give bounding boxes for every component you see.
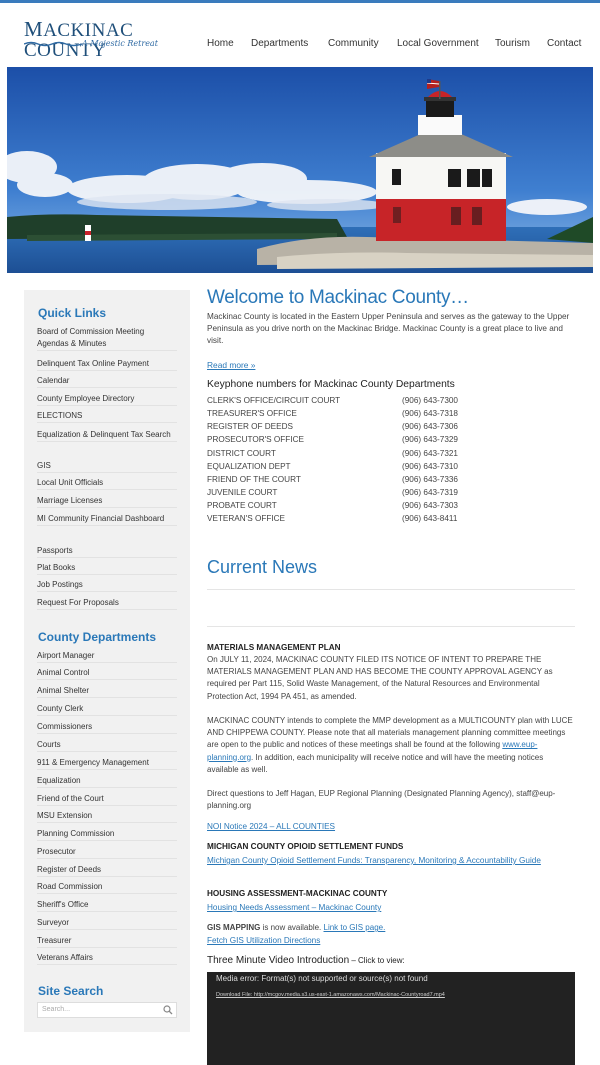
nav-contact[interactable]: Contact xyxy=(547,38,582,49)
keyphone-number: (906) 643-8411 xyxy=(402,514,458,523)
mmp-paragraph-1: On JULY 11, 2024, MACKINAC COUNTY FILED ITS NOTICE OF INTENT TO PREPARE THE MATERIALS MANAGEMENT PLAN AND HAS BECOME THE COUNTY APPROVAL AGENCY as required per Part 115, Solid Waste Management, of the Natural Resources and Environmental Protection Act, 1994 PA 451, as amended. xyxy=(207,655,553,701)
dept-emergency-management[interactable]: 911 & Emergency Management xyxy=(37,757,177,770)
quick-link-rfp[interactable]: Request For Proposals xyxy=(37,597,177,610)
nav-community[interactable]: Community xyxy=(328,38,379,49)
video-download-link[interactable]: Download File: http://mcgov.media.s3.us-east-1.amazonaws.com/Mackinac-Countyroad7.mp4 xyxy=(216,992,445,998)
dept-treasurer[interactable]: Treasurer xyxy=(37,935,177,948)
mmp-heading: MATERIALS MANAGEMENT PLAN xyxy=(207,643,341,652)
quick-link-delinquent-tax-payment[interactable]: Delinquent Tax Online Payment xyxy=(37,358,177,371)
dept-veterans-affairs[interactable]: Veterans Affairs xyxy=(37,952,177,965)
logo-wordmark: MACKINAC COUNTY xyxy=(24,17,134,61)
keyphone-dept: CLERK'S OFFICE/CIRCUIT COURT xyxy=(207,396,341,405)
dept-commissioners[interactable]: Commissioners xyxy=(37,721,177,734)
dept-surveyor[interactable]: Surveyor xyxy=(37,917,177,930)
quick-link-plat-books[interactable]: Plat Books xyxy=(37,562,177,575)
dept-courts[interactable]: Courts xyxy=(37,739,177,752)
keyphone-number: (906) 643-7321 xyxy=(402,449,458,458)
dept-prosecutor[interactable]: Prosecutor xyxy=(37,846,177,859)
nav-home[interactable]: Home xyxy=(207,38,234,49)
keyphone-number: (906) 643-7310 xyxy=(402,462,458,471)
keyphone-number: (906) 643-7318 xyxy=(402,409,458,418)
dept-road-commission[interactable]: Road Commission xyxy=(37,881,177,894)
quick-link-gis[interactable]: GIS xyxy=(37,460,177,473)
eup-planning-link[interactable]: www.eup-planning.org xyxy=(207,740,538,762)
keyphone-number: (906) 643-7300 xyxy=(402,396,458,405)
dept-register-of-deeds[interactable]: Register of Deeds xyxy=(37,864,177,877)
quick-link-board-agendas[interactable]: Board of Commission Meeting Agendas & Minutes xyxy=(37,326,177,351)
search-input[interactable] xyxy=(37,1002,177,1018)
logo-wave-icon xyxy=(24,41,82,47)
keyphone-dept: FRIEND OF THE COURT xyxy=(207,475,301,484)
fetch-gis-link[interactable]: Fetch GIS Utilization Directions xyxy=(207,936,321,945)
site-search-title: Site Search xyxy=(38,984,104,998)
keyphone-dept: JUVENILE COURT xyxy=(207,488,278,497)
logo-tagline: A Majestic Retreat xyxy=(82,39,158,48)
dept-friend-of-the-court[interactable]: Friend of the Court xyxy=(37,793,177,806)
intro-paragraph: Mackinac County is located in the Eastern Upper Peninsula and serves as the gateway to the Upper Peninsula as you drive north on the Mackinac Bridge. Mackinac County is a great place to live and visit. xyxy=(207,312,570,345)
read-more-link[interactable]: Read more » xyxy=(207,360,256,370)
keyphone-number: (906) 643-7329 xyxy=(402,435,458,444)
keyphone-dept: TREASURER'S OFFICE xyxy=(207,409,297,418)
quick-link-elections[interactable]: ELECTIONS xyxy=(37,410,177,423)
welcome-title: Welcome to Mackinac County… xyxy=(207,287,469,308)
quick-link-passports[interactable]: Passports xyxy=(37,545,177,558)
mmp-paragraph-2: MACKINAC COUNTY intends to complete the MMP development as a MULTICOUNTY plan with LUCE AND CHIPPEWA COUNTY. Please note that all materials management planning committee meetings are open to the public and notices of these meetings shall be found at the following www.eup-planning.org. In addition, each municipality will receive notice and will have the meeting notices available as well. xyxy=(207,716,573,774)
search-icon[interactable] xyxy=(163,1005,173,1015)
nav-departments[interactable]: Departments xyxy=(251,38,309,49)
quick-link-local-unit-officials[interactable]: Local Unit Officials xyxy=(37,477,177,490)
noi-notice-link[interactable]: NOI Notice 2024 – ALL COUNTIES xyxy=(207,822,336,831)
keyphone-heading: Keyphone numbers for Mackinac County Departments xyxy=(207,379,455,390)
site-header xyxy=(0,3,600,65)
site-logo[interactable] xyxy=(24,17,194,61)
keyphone-dept: PROSECUTOR'S OFFICE xyxy=(207,435,304,444)
search-placeholder: Search... xyxy=(42,1006,71,1013)
quick-link-equalization-search[interactable]: Equalization & Delinquent Tax Search xyxy=(37,429,177,442)
keyphone-dept: VETERAN'S OFFICE xyxy=(207,514,285,523)
dept-planning-commission[interactable]: Planning Commission xyxy=(37,828,177,841)
opioid-heading: MICHIGAN COUNTY OPIOID SETTLEMENT FUNDS xyxy=(207,842,404,851)
quick-link-marriage-licenses[interactable]: Marriage Licenses xyxy=(37,495,177,508)
video-error-message: Media error: Format(s) not supported or source(s) not found xyxy=(216,974,428,983)
county-departments-title: County Departments xyxy=(38,630,157,644)
current-news-title: Current News xyxy=(207,557,318,577)
dept-msu-extension[interactable]: MSU Extension xyxy=(37,810,177,823)
quick-link-financial-dashboard[interactable]: MI Community Financial Dashboard xyxy=(37,513,177,526)
divider xyxy=(207,626,575,627)
dept-sheriffs-office[interactable]: Sheriff's Office xyxy=(37,899,177,912)
nav-tourism[interactable]: Tourism xyxy=(495,38,531,49)
keyphone-dept: DISTRICT COURT xyxy=(207,449,276,458)
gis-page-link[interactable]: Link to GIS page. xyxy=(323,923,386,932)
keyphone-dept: EQUALIZATION DEPT xyxy=(207,462,291,471)
keyphone-dept: REGISTER OF DEEDS xyxy=(207,422,293,431)
keyphone-dept: PROBATE COURT xyxy=(207,501,277,510)
housing-assessment-link[interactable]: Housing Needs Assessment – Mackinac County xyxy=(207,903,382,912)
video-player[interactable] xyxy=(207,972,575,1065)
housing-heading: HOUSING ASSESSMENT-MACKINAC COUNTY xyxy=(207,889,388,898)
dept-animal-control[interactable]: Animal Control xyxy=(37,667,177,680)
keyphone-number: (906) 643-7306 xyxy=(402,422,458,431)
quick-links-title: Quick Links xyxy=(38,306,107,320)
dept-airport-manager[interactable]: Airport Manager xyxy=(37,650,177,663)
divider xyxy=(207,589,575,590)
opioid-guide-link[interactable]: Michigan County Opioid Settlement Funds: Transparency, Monitoring & Accountability Guide xyxy=(207,856,541,865)
video-title: Three Minute Video Introduction – Click to view: xyxy=(207,955,405,966)
quick-link-job-postings[interactable]: Job Postings xyxy=(37,579,177,592)
mmp-paragraph-3: Direct questions to Jeff Hagan, EUP Regional Planning (Designated Planning Agency), staff@eup-planning.org xyxy=(207,789,556,811)
quick-link-calendar[interactable]: Calendar xyxy=(37,375,177,388)
sidebar xyxy=(24,290,190,1032)
dept-equalization[interactable]: Equalization xyxy=(37,775,177,788)
keyphone-number: (906) 643-7319 xyxy=(402,488,458,497)
keyphone-number: (906) 643-7336 xyxy=(402,475,458,484)
gis-mapping-text: GIS MAPPING is now available. Link to GIS page. xyxy=(207,923,386,932)
hero-lighthouse-illustration xyxy=(7,67,593,273)
keyphone-number: (906) 643-7303 xyxy=(402,501,458,510)
dept-county-clerk[interactable]: County Clerk xyxy=(37,703,177,716)
nav-local-government[interactable]: Local Government xyxy=(397,38,479,49)
quick-link-employee-directory[interactable]: County Employee Directory xyxy=(37,393,177,406)
hero-image-lighthouse xyxy=(7,67,593,273)
dept-animal-shelter[interactable]: Animal Shelter xyxy=(37,685,177,698)
